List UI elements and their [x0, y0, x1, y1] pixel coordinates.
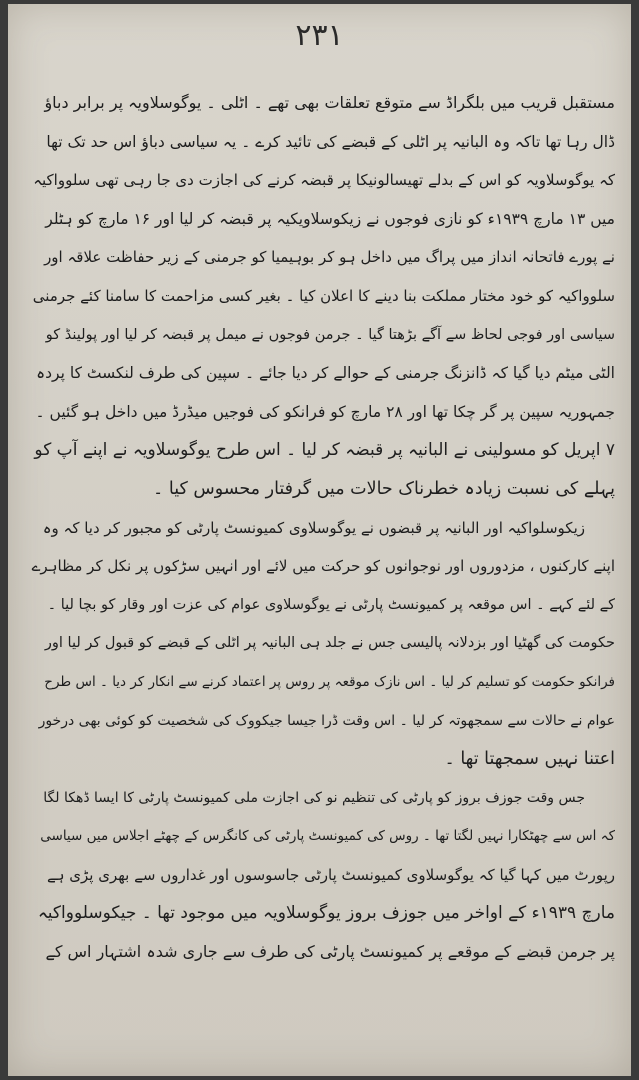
text-line: ڈال رہا تھا تاکہ وہ البانیہ پر اٹلی کے قبضے کی تائید کرے ۔ یہ سیاسی دباؤ اس حد تک تھا — [46, 132, 615, 151]
text-line: جس وقت جوزف بروز کو پارٹی کی تنظیم نو کی اجازت ملی کمیونسٹ پارٹی کا ایسا ڈھکا لگا — [43, 789, 585, 806]
text-line: مارچ ۱۹۳۹ء کے اواخر میں جوزف بروز یوگوسلاویہ میں موجود تھا ۔ جیکوسلوواکیہ — [37, 903, 615, 924]
text-line: رپورٹ میں کہا گیا کہ یوگوسلاوی کمیونسٹ پارٹی جاسوسوں اور غداروں سے بھری پڑی ہے — [46, 865, 615, 884]
text-line: اعتنا نہیں سمجھتا تھا ۔ — [444, 749, 615, 770]
text-line: جمہوریہ سپین پر گر چکا تھا اور ۲۸ مارچ کو فرانکو کی فوجیں میڈرڈ میں داخل ہو گئیں ۔ — [35, 402, 615, 421]
text-line: کے لئے کہے ۔ اس موقعہ پر کمیونسٹ پارٹی نے یوگوسلاوی عوام کی عزت اور وقار کو بچا لیا ۔ — [47, 596, 615, 613]
text-line: سیاسی اور فوجی لحاظ سے آگے بڑھتا گیا ۔ جرمن فوجوں نے میمل پر قبضہ کر لیا اور پولینڈ کو — [45, 326, 615, 343]
body-text — [30, 84, 615, 972]
text-line: اپنے کارکنوں ، مزدوروں اور نوجوانوں کو حرکت میں لائے اور انہیں سڑکوں پر نکل کر مظاہرے — [31, 557, 615, 576]
text-line: پر جرمن قبضے کے موقعے پر کمیونسٹ پارٹی کی طرف سے جاری شدہ اشتہار اس کے — [45, 942, 615, 962]
text-line: الٹی میٹم دیا گیا کہ ڈانزنگ جرمنی کے حوالے کر دیا جائے ۔ سپین کی طرف لنکسٹ کا پردہ — [36, 364, 615, 383]
text-line: نے پورے فاتحانہ انداز میں پراگ میں داخل ہو کر بوہیمیا کو جرمنی کے زیر حفاظت علاقہ اور — [44, 248, 615, 267]
text-line: میں ۱۳ مارچ ۱۹۳۹ء کو نازی فوجوں نے زیکوسلاویکیہ پر قبضہ کر لیا اور ۱۶ مارچ کو ہٹلر — [45, 209, 615, 228]
text-line: حکومت کی گھٹیا اور بزدلانہ پالیسی جس نے جلد ہی البانیہ پر اٹلی کے قبضے کو قبول کر لیا اور — [44, 635, 615, 652]
text-line: زیکوسلواکیہ اور البانیہ پر قبضوں نے یوگوسلاوی کمیونسٹ پارٹی کو مجبور کر دیا کہ وہ — [42, 518, 585, 537]
book-page — [8, 4, 631, 1076]
page-number: ۲۳۱ — [295, 18, 344, 53]
text-line: پہلے کی نسبت زیادہ خطرناک حالات میں گرفتار محسوس کیا ۔ — [153, 478, 615, 499]
text-line: ۷ اپریل کو مسولینی نے البانیہ پر قبضہ کر لیا ۔ اس طرح یوگوسلاویہ نے اپنے آپ کو — [34, 440, 615, 461]
text-line: سلوواکیہ کو خود مختار مملکت بنا دینے کا اعلان کیا ۔ بغیر کسی مزاحمت کا سامنا کئے جرمنی — [32, 286, 615, 305]
text-line: کہ یوگوسلاویہ کو اس کے بدلے تھیسالونیکا پر قبضہ کرنے کی اجازت دی جا رہی تھی سلوواکیہ — [33, 171, 615, 190]
text-line: فرانکو حکومت کو تسلیم کر لیا ۔ اس نازک موقعہ پر روس پر اعتماد کرنے سے انکار کر دیا ۔ اس طرح — [44, 673, 615, 690]
text-line: کہ اس سے چھٹکارا نہیں لگتا تھا ۔ روس کی کمیونسٹ پارٹی کی کانگرس کے چھٹے اجلاس میں سیاسی — [40, 828, 615, 845]
text-line: عوام نے حالات سے سمجھوتہ کر لیا ۔ اس وقت ڈرا جیسا جیکووک کی شخصیت کو کوئی بھی درخور — [38, 712, 615, 729]
text-line: مستقبل قریب میں بلگراڈ سے متوقع تعلقات بھی تھے ۔ اٹلی ۔ یوگوسلاویہ پر برابر دباؤ — [44, 93, 615, 112]
